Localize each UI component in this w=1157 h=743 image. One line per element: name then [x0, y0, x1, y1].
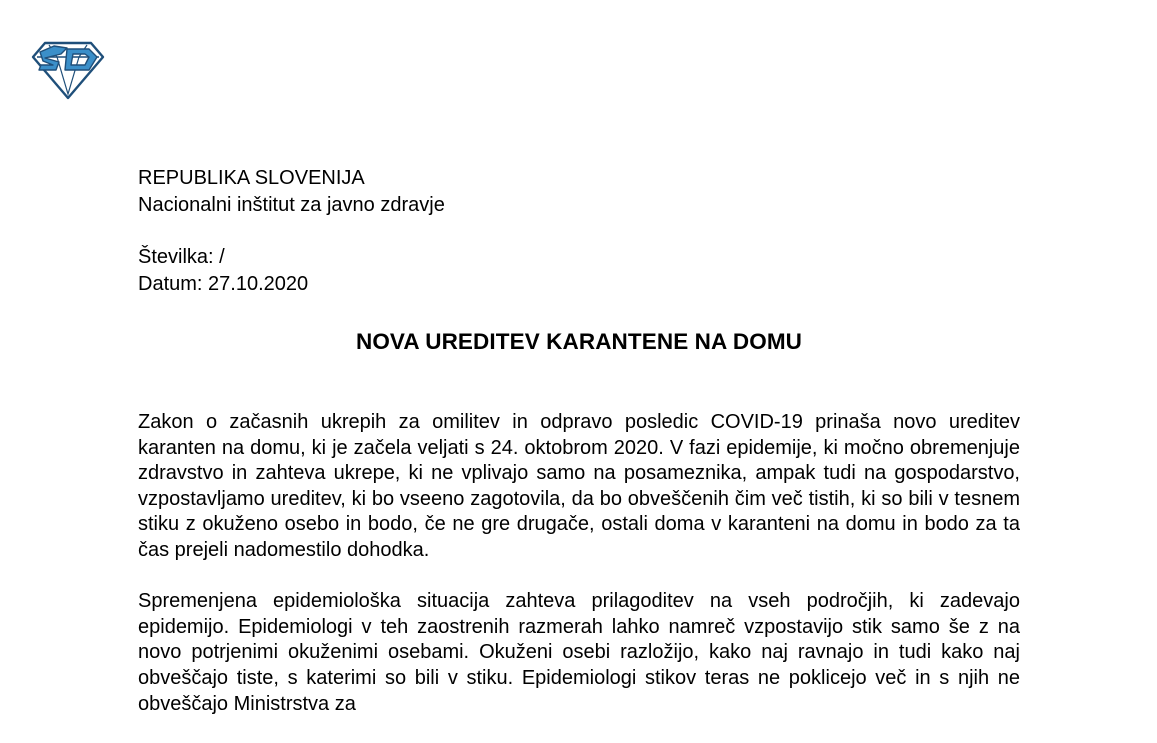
logo-graphic	[31, 40, 105, 100]
sd-diamond-logo-icon	[31, 40, 105, 100]
document-number: Številka: /	[138, 246, 225, 268]
document-header	[138, 165, 445, 298]
document-title: NOVA UREDITEV KARANTENE NA DOMU	[355, 329, 803, 354]
document-date: Datum: 27.10.2020	[138, 273, 309, 295]
header-spacer	[138, 219, 445, 244]
paragraph: Spremenjena epidemiološka situacija zahteva prilagoditev na vseh področjih, ki zadevajo epidemijo. Epidemiologi v teh zaostrenih razmerah lahko namreč vzpostavijo stik samo še z na novo potrjenimi okuženimi osebami. Okuženi osebi razložijo, kako naj ravnajo in tudi kako naj obveščajo tiste, s katerimi so bili v stiku. Epidemiologi stikov teras ne poklicejo več in s njih ne obveščajo Ministrstva za	[138, 590, 1020, 715]
document-body	[138, 410, 1020, 717]
country-name: REPUBLIKA SLOVENIJA	[138, 167, 365, 189]
paragraph: Zakon o začasnih ukrepih za omilitev in odpravo posledic COVID-19 prinaša novo ureditev karanten na domu, ki je začela veljati s 24. oktobrom 2020. V fazi epidemije, ki močno obremenjuje zdravstvo in zahteva ukrepe, ki ne vplivajo samo na posameznika, ampak tudi na gospodarstvo, vzpostavljamo ureditev, ki bo vseeno zagotovila, da bo obveščenih čim več tistih, ki so bili v tesnem stiku z okuženo osebo in bodo, če ne gre drugače, ostali doma v karanteni na domu in bodo za ta čas prejeli nadomestilo dohodka.	[138, 411, 1020, 561]
institute-name: Nacionalni inštitut za javno zdravje	[138, 194, 445, 216]
